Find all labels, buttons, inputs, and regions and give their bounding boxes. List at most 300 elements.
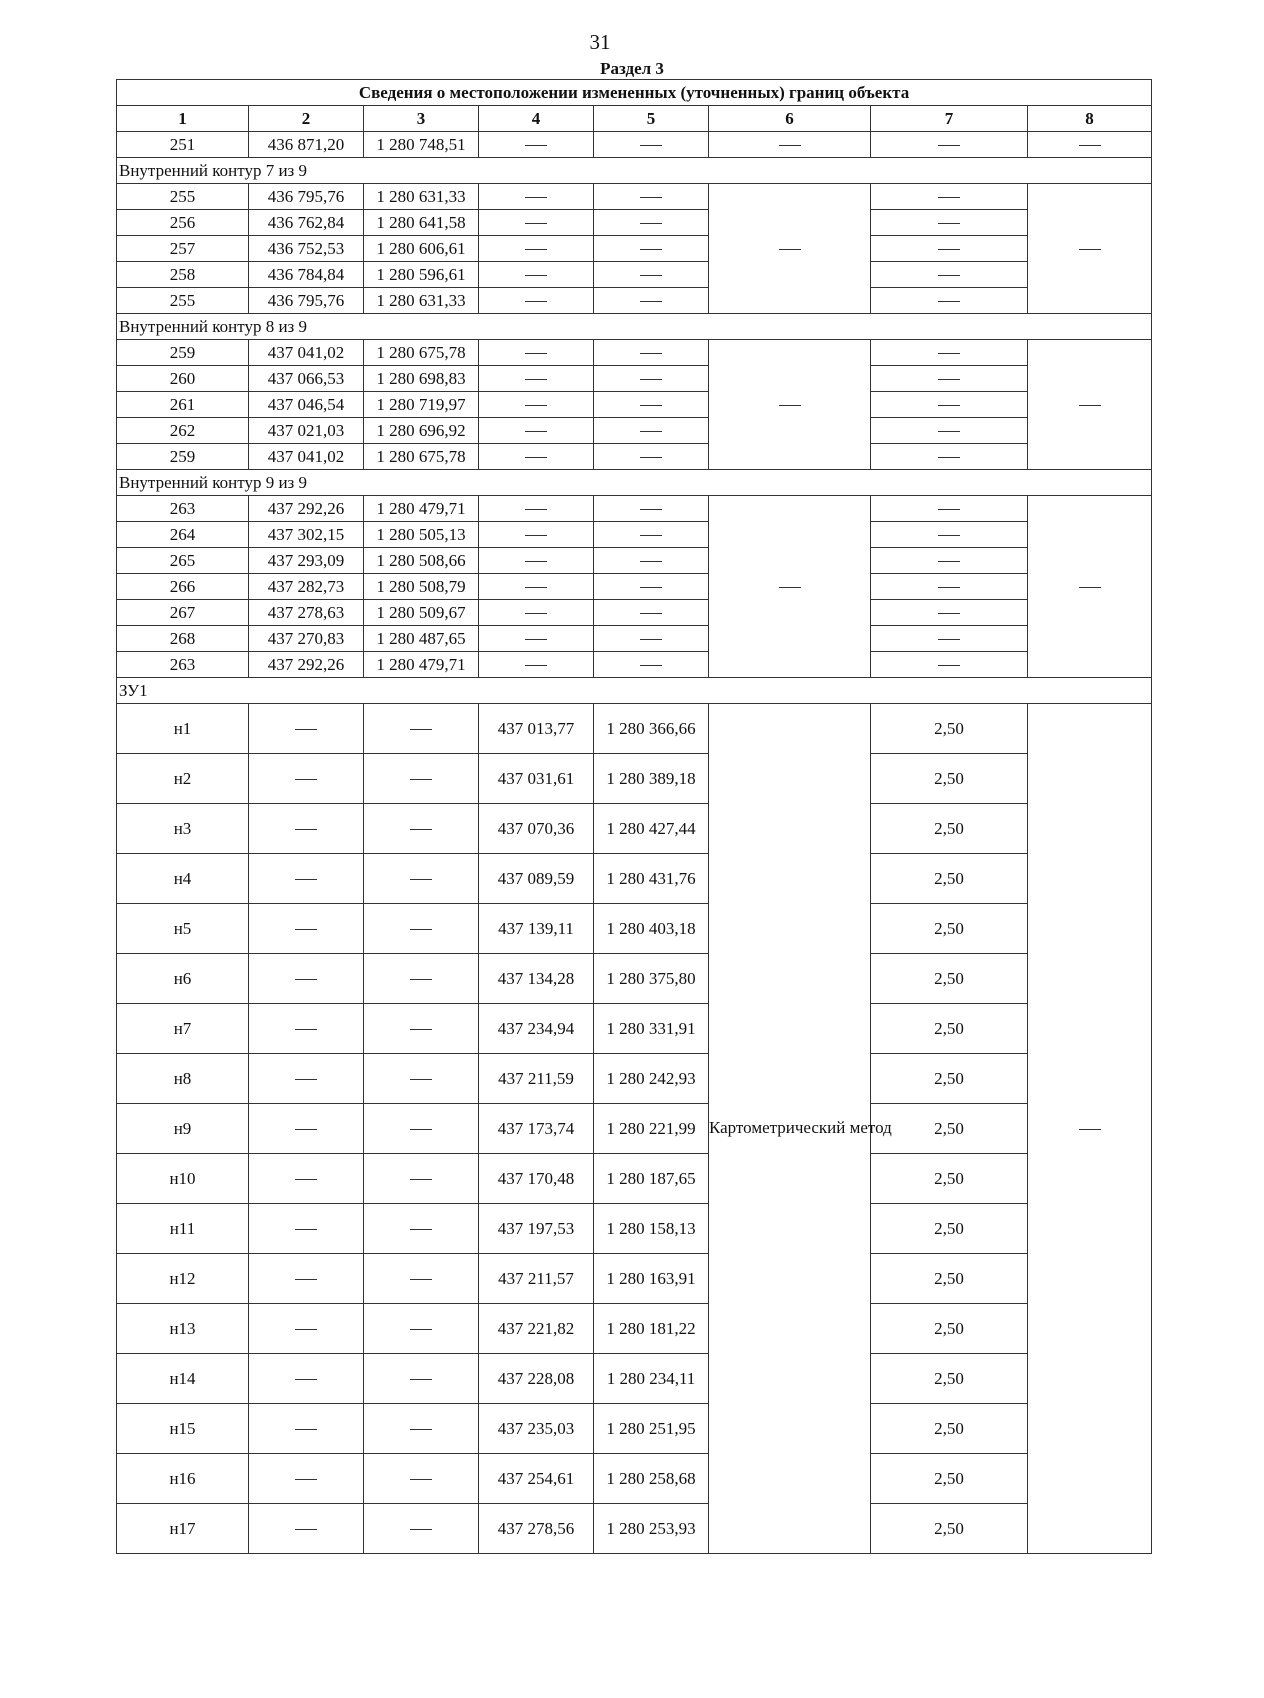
new-x-coordinate: 437 278,56 bbox=[479, 1504, 594, 1554]
empty-cell bbox=[594, 444, 709, 470]
x-coordinate: 437 282,73 bbox=[249, 574, 364, 600]
table-row bbox=[117, 210, 1152, 236]
dash bbox=[938, 509, 960, 510]
empty-cell bbox=[249, 1004, 364, 1054]
empty-cell bbox=[479, 288, 594, 314]
empty-cell bbox=[1028, 132, 1152, 158]
point-number: 259 bbox=[117, 340, 249, 366]
point-number: н6 bbox=[117, 954, 249, 1004]
x-coordinate: 437 041,02 bbox=[249, 340, 364, 366]
dash bbox=[938, 535, 960, 536]
empty-cell bbox=[871, 288, 1028, 314]
dash bbox=[640, 431, 662, 432]
empty-cell bbox=[249, 1104, 364, 1154]
y-coordinate: 1 280 509,67 bbox=[364, 600, 479, 626]
point-number: н4 bbox=[117, 854, 249, 904]
empty-cell bbox=[709, 132, 871, 158]
x-coordinate: 436 795,76 bbox=[249, 184, 364, 210]
new-y-coordinate: 1 280 253,93 bbox=[594, 1504, 709, 1554]
dash bbox=[640, 509, 662, 510]
dash bbox=[410, 1379, 432, 1380]
accuracy-value: 2,50 bbox=[871, 704, 1028, 754]
point-number: н12 bbox=[117, 1254, 249, 1304]
new-y-coordinate: 1 280 251,95 bbox=[594, 1404, 709, 1454]
y-coordinate: 1 280 631,33 bbox=[364, 288, 479, 314]
table-row bbox=[117, 1404, 1152, 1454]
table-row bbox=[117, 754, 1152, 804]
table-row bbox=[117, 652, 1152, 678]
new-x-coordinate: 437 170,48 bbox=[479, 1154, 594, 1204]
x-coordinate: 436 762,84 bbox=[249, 210, 364, 236]
dash bbox=[525, 301, 547, 302]
empty-cell bbox=[594, 418, 709, 444]
table-row bbox=[117, 704, 1152, 754]
empty-cell bbox=[249, 954, 364, 1004]
dash bbox=[640, 301, 662, 302]
empty-cell bbox=[871, 210, 1028, 236]
dash bbox=[295, 1429, 317, 1430]
point-number: 256 bbox=[117, 210, 249, 236]
y-coordinate: 1 280 675,78 bbox=[364, 340, 479, 366]
empty-cell bbox=[249, 1054, 364, 1104]
empty-cell bbox=[249, 754, 364, 804]
dash bbox=[410, 1529, 432, 1530]
dash bbox=[410, 979, 432, 980]
table-row bbox=[117, 1054, 1152, 1104]
empty-cell bbox=[249, 1404, 364, 1454]
x-coordinate: 437 046,54 bbox=[249, 392, 364, 418]
x-coordinate: 437 292,26 bbox=[249, 496, 364, 522]
dash bbox=[779, 249, 801, 250]
empty-cell bbox=[364, 854, 479, 904]
x-coordinate: 437 270,83 bbox=[249, 626, 364, 652]
table-row bbox=[117, 854, 1152, 904]
empty-cell bbox=[709, 340, 871, 470]
dash bbox=[525, 379, 547, 380]
empty-cell bbox=[364, 704, 479, 754]
table-row bbox=[117, 574, 1152, 600]
accuracy-value: 2,50 bbox=[871, 1254, 1028, 1304]
section-title: Раздел 3 bbox=[600, 59, 664, 78]
y-coordinate: 1 280 748,51 bbox=[364, 132, 479, 158]
empty-cell bbox=[364, 1204, 479, 1254]
point-number: 261 bbox=[117, 392, 249, 418]
point-number: 262 bbox=[117, 418, 249, 444]
new-y-coordinate: 1 280 181,22 bbox=[594, 1304, 709, 1354]
point-number: 267 bbox=[117, 600, 249, 626]
new-y-coordinate: 1 280 234,11 bbox=[594, 1354, 709, 1404]
empty-cell bbox=[364, 754, 479, 804]
x-coordinate: 436 784,84 bbox=[249, 262, 364, 288]
dash bbox=[938, 613, 960, 614]
dash bbox=[525, 405, 547, 406]
table-row bbox=[117, 1004, 1152, 1054]
empty-cell bbox=[479, 210, 594, 236]
empty-cell bbox=[594, 210, 709, 236]
dash bbox=[295, 1279, 317, 1280]
dash bbox=[410, 729, 432, 730]
empty-cell bbox=[871, 418, 1028, 444]
dash bbox=[295, 1529, 317, 1530]
dash bbox=[640, 197, 662, 198]
dash bbox=[295, 1179, 317, 1180]
table-row bbox=[117, 262, 1152, 288]
dash bbox=[525, 587, 547, 588]
dash bbox=[640, 353, 662, 354]
empty-cell bbox=[479, 522, 594, 548]
empty-cell bbox=[709, 184, 871, 314]
table-row bbox=[117, 626, 1152, 652]
parcel-label: ЗУ1 bbox=[117, 678, 1152, 704]
new-x-coordinate: 437 211,57 bbox=[479, 1254, 594, 1304]
column-header: 5 bbox=[594, 106, 709, 132]
dash bbox=[410, 1479, 432, 1480]
point-number: 268 bbox=[117, 626, 249, 652]
point-number: 260 bbox=[117, 366, 249, 392]
table-title: Сведения о местоположении измененных (уточненных) границ объекта bbox=[117, 80, 1152, 106]
dash bbox=[525, 223, 547, 224]
accuracy-value: 2,50 bbox=[871, 804, 1028, 854]
dash bbox=[295, 1329, 317, 1330]
new-y-coordinate: 1 280 427,44 bbox=[594, 804, 709, 854]
new-x-coordinate: 437 013,77 bbox=[479, 704, 594, 754]
empty-cell bbox=[871, 392, 1028, 418]
new-x-coordinate: 437 197,53 bbox=[479, 1204, 594, 1254]
table-row bbox=[117, 366, 1152, 392]
empty-cell bbox=[364, 1504, 479, 1554]
y-coordinate: 1 280 696,92 bbox=[364, 418, 479, 444]
dash bbox=[640, 379, 662, 380]
dash bbox=[525, 197, 547, 198]
new-x-coordinate: 437 221,82 bbox=[479, 1304, 594, 1354]
dash bbox=[640, 535, 662, 536]
point-number: 265 bbox=[117, 548, 249, 574]
empty-cell bbox=[249, 804, 364, 854]
point-number: 263 bbox=[117, 652, 249, 678]
empty-cell bbox=[479, 444, 594, 470]
column-header: 3 bbox=[364, 106, 479, 132]
point-number: н14 bbox=[117, 1354, 249, 1404]
table-row bbox=[117, 1454, 1152, 1504]
empty-cell bbox=[594, 548, 709, 574]
table-row bbox=[117, 1504, 1152, 1554]
empty-cell bbox=[871, 340, 1028, 366]
new-y-coordinate: 1 280 331,91 bbox=[594, 1004, 709, 1054]
y-coordinate: 1 280 606,61 bbox=[364, 236, 479, 262]
empty-cell bbox=[594, 600, 709, 626]
contour-label: Внутренний контур 8 из 9 bbox=[117, 314, 1152, 340]
empty-cell bbox=[364, 1154, 479, 1204]
y-coordinate: 1 280 641,58 bbox=[364, 210, 479, 236]
new-x-coordinate: 437 089,59 bbox=[479, 854, 594, 904]
empty-cell bbox=[479, 626, 594, 652]
empty-cell bbox=[479, 418, 594, 444]
dash bbox=[938, 145, 960, 146]
empty-cell bbox=[364, 1454, 479, 1504]
empty-cell bbox=[1028, 340, 1152, 470]
dash bbox=[410, 1129, 432, 1130]
new-x-coordinate: 437 173,74 bbox=[479, 1104, 594, 1154]
dash bbox=[640, 587, 662, 588]
dash bbox=[295, 1029, 317, 1030]
dash bbox=[295, 879, 317, 880]
dash bbox=[1079, 1129, 1101, 1130]
empty-cell bbox=[871, 444, 1028, 470]
empty-cell bbox=[364, 1004, 479, 1054]
dash bbox=[410, 829, 432, 830]
empty-cell bbox=[479, 262, 594, 288]
dash bbox=[640, 249, 662, 250]
dash bbox=[640, 223, 662, 224]
empty-cell bbox=[249, 904, 364, 954]
table-row bbox=[117, 418, 1152, 444]
dash bbox=[525, 353, 547, 354]
table-row bbox=[117, 954, 1152, 1004]
empty-cell bbox=[364, 804, 479, 854]
point-number: 263 bbox=[117, 496, 249, 522]
empty-cell bbox=[364, 904, 479, 954]
table-row bbox=[117, 236, 1152, 262]
contour-label: Внутренний контур 9 из 9 bbox=[117, 470, 1152, 496]
accuracy-value: 2,50 bbox=[871, 854, 1028, 904]
dash bbox=[525, 457, 547, 458]
empty-cell bbox=[479, 600, 594, 626]
y-coordinate: 1 280 479,71 bbox=[364, 652, 479, 678]
column-header: 8 bbox=[1028, 106, 1152, 132]
accuracy-value: 2,50 bbox=[871, 1204, 1028, 1254]
table-row bbox=[117, 340, 1152, 366]
point-number: н2 bbox=[117, 754, 249, 804]
y-coordinate: 1 280 631,33 bbox=[364, 184, 479, 210]
empty-cell bbox=[249, 1204, 364, 1254]
table-row bbox=[117, 288, 1152, 314]
empty-cell bbox=[364, 954, 479, 1004]
new-y-coordinate: 1 280 403,18 bbox=[594, 904, 709, 954]
empty-cell bbox=[479, 340, 594, 366]
point-number: 264 bbox=[117, 522, 249, 548]
x-coordinate: 437 041,02 bbox=[249, 444, 364, 470]
point-number: н3 bbox=[117, 804, 249, 854]
empty-cell bbox=[364, 1304, 479, 1354]
column-header: 7 bbox=[871, 106, 1028, 132]
point-number: н1 bbox=[117, 704, 249, 754]
column-header: 6 bbox=[709, 106, 871, 132]
dash bbox=[525, 249, 547, 250]
accuracy-value: 2,50 bbox=[871, 1104, 1028, 1154]
dash bbox=[938, 275, 960, 276]
empty-cell bbox=[594, 262, 709, 288]
new-y-coordinate: 1 280 375,80 bbox=[594, 954, 709, 1004]
point-number: н7 bbox=[117, 1004, 249, 1054]
new-y-coordinate: 1 280 221,99 bbox=[594, 1104, 709, 1154]
table-row bbox=[117, 804, 1152, 854]
accuracy-value: 2,50 bbox=[871, 1354, 1028, 1404]
empty-cell bbox=[364, 1404, 479, 1454]
method-cell: Картометрический метод bbox=[709, 704, 871, 1554]
dash bbox=[525, 561, 547, 562]
empty-cell bbox=[249, 854, 364, 904]
dash bbox=[938, 301, 960, 302]
empty-cell bbox=[871, 366, 1028, 392]
new-y-coordinate: 1 280 366,66 bbox=[594, 704, 709, 754]
dash bbox=[525, 509, 547, 510]
dash bbox=[1079, 587, 1101, 588]
accuracy-value: 2,50 bbox=[871, 1404, 1028, 1454]
dash bbox=[938, 405, 960, 406]
column-header-row bbox=[117, 106, 1152, 132]
page-number: 31 bbox=[589, 30, 611, 54]
empty-cell bbox=[871, 626, 1028, 652]
table-row bbox=[117, 600, 1152, 626]
empty-cell bbox=[594, 340, 709, 366]
empty-cell bbox=[594, 288, 709, 314]
dash bbox=[938, 353, 960, 354]
dash bbox=[295, 1079, 317, 1080]
new-y-coordinate: 1 280 187,65 bbox=[594, 1154, 709, 1204]
point-number: н10 bbox=[117, 1154, 249, 1204]
dash bbox=[938, 587, 960, 588]
dash bbox=[938, 379, 960, 380]
dash bbox=[295, 729, 317, 730]
y-coordinate: 1 280 479,71 bbox=[364, 496, 479, 522]
table-row bbox=[117, 184, 1152, 210]
point-number: н13 bbox=[117, 1304, 249, 1354]
empty-cell bbox=[594, 392, 709, 418]
point-number: н8 bbox=[117, 1054, 249, 1104]
new-x-coordinate: 437 139,11 bbox=[479, 904, 594, 954]
dash bbox=[525, 275, 547, 276]
dash bbox=[525, 145, 547, 146]
empty-cell bbox=[249, 1454, 364, 1504]
contour-label-row bbox=[117, 158, 1152, 184]
new-y-coordinate: 1 280 389,18 bbox=[594, 754, 709, 804]
empty-cell bbox=[871, 548, 1028, 574]
dash bbox=[640, 561, 662, 562]
x-coordinate: 437 293,09 bbox=[249, 548, 364, 574]
empty-cell bbox=[249, 704, 364, 754]
dash bbox=[938, 665, 960, 666]
empty-cell bbox=[249, 1354, 364, 1404]
table-title-row bbox=[117, 80, 1152, 106]
empty-cell bbox=[479, 496, 594, 522]
empty-cell bbox=[364, 1104, 479, 1154]
table-row bbox=[117, 1204, 1152, 1254]
point-number: н9 bbox=[117, 1104, 249, 1154]
y-coordinate: 1 280 505,13 bbox=[364, 522, 479, 548]
dash bbox=[295, 1379, 317, 1380]
empty-cell bbox=[871, 132, 1028, 158]
dash bbox=[1079, 249, 1101, 250]
empty-cell bbox=[249, 1504, 364, 1554]
dash bbox=[295, 1479, 317, 1480]
dash bbox=[295, 779, 317, 780]
parcel-label-row bbox=[117, 678, 1152, 704]
accuracy-value: 2,50 bbox=[871, 1054, 1028, 1104]
dash bbox=[779, 587, 801, 588]
column-header: 4 bbox=[479, 106, 594, 132]
table-row bbox=[117, 548, 1152, 574]
dash bbox=[640, 457, 662, 458]
column-header: 2 bbox=[249, 106, 364, 132]
empty-cell bbox=[1028, 184, 1152, 314]
point-number: 258 bbox=[117, 262, 249, 288]
empty-cell bbox=[709, 496, 871, 678]
dash bbox=[525, 535, 547, 536]
empty-cell bbox=[594, 496, 709, 522]
dash bbox=[295, 979, 317, 980]
table-row bbox=[117, 522, 1152, 548]
dash bbox=[295, 929, 317, 930]
y-coordinate: 1 280 675,78 bbox=[364, 444, 479, 470]
empty-cell bbox=[1028, 496, 1152, 678]
dash bbox=[295, 1229, 317, 1230]
accuracy-value: 2,50 bbox=[871, 1004, 1028, 1054]
dash bbox=[640, 613, 662, 614]
point-number: 266 bbox=[117, 574, 249, 600]
empty-cell bbox=[871, 184, 1028, 210]
point-number: 255 bbox=[117, 288, 249, 314]
empty-cell bbox=[249, 1154, 364, 1204]
dash bbox=[938, 639, 960, 640]
new-x-coordinate: 437 031,61 bbox=[479, 754, 594, 804]
y-coordinate: 1 280 508,66 bbox=[364, 548, 479, 574]
point-number: н17 bbox=[117, 1504, 249, 1554]
empty-cell bbox=[594, 574, 709, 600]
dash bbox=[410, 879, 432, 880]
dash bbox=[938, 561, 960, 562]
x-coordinate: 437 021,03 bbox=[249, 418, 364, 444]
accuracy-value: 2,50 bbox=[871, 1504, 1028, 1554]
new-x-coordinate: 437 254,61 bbox=[479, 1454, 594, 1504]
new-y-coordinate: 1 280 242,93 bbox=[594, 1054, 709, 1104]
column-header: 1 bbox=[117, 106, 249, 132]
table-row bbox=[117, 1154, 1152, 1204]
dash bbox=[525, 431, 547, 432]
new-x-coordinate: 437 234,94 bbox=[479, 1004, 594, 1054]
point-number: н16 bbox=[117, 1454, 249, 1504]
point-number: н15 bbox=[117, 1404, 249, 1454]
dash bbox=[640, 639, 662, 640]
table-row bbox=[117, 1104, 1152, 1154]
empty-cell bbox=[1028, 704, 1152, 1554]
accuracy-value: 2,50 bbox=[871, 1154, 1028, 1204]
dash bbox=[779, 145, 801, 146]
dash bbox=[640, 665, 662, 666]
dash bbox=[295, 1129, 317, 1130]
dash bbox=[525, 613, 547, 614]
empty-cell bbox=[479, 132, 594, 158]
empty-cell bbox=[364, 1254, 479, 1304]
dash bbox=[938, 197, 960, 198]
new-y-coordinate: 1 280 431,76 bbox=[594, 854, 709, 904]
empty-cell bbox=[479, 548, 594, 574]
dash bbox=[938, 457, 960, 458]
dash bbox=[410, 1429, 432, 1430]
dash bbox=[640, 145, 662, 146]
dash bbox=[410, 1329, 432, 1330]
dash bbox=[295, 829, 317, 830]
empty-cell bbox=[594, 626, 709, 652]
point-number: 255 bbox=[117, 184, 249, 210]
table-row bbox=[117, 1354, 1152, 1404]
empty-cell bbox=[249, 1304, 364, 1354]
dash bbox=[410, 1029, 432, 1030]
dash bbox=[410, 1229, 432, 1230]
table-row bbox=[117, 1304, 1152, 1354]
x-coordinate: 436 795,76 bbox=[249, 288, 364, 314]
empty-cell bbox=[479, 184, 594, 210]
empty-cell bbox=[364, 1054, 479, 1104]
